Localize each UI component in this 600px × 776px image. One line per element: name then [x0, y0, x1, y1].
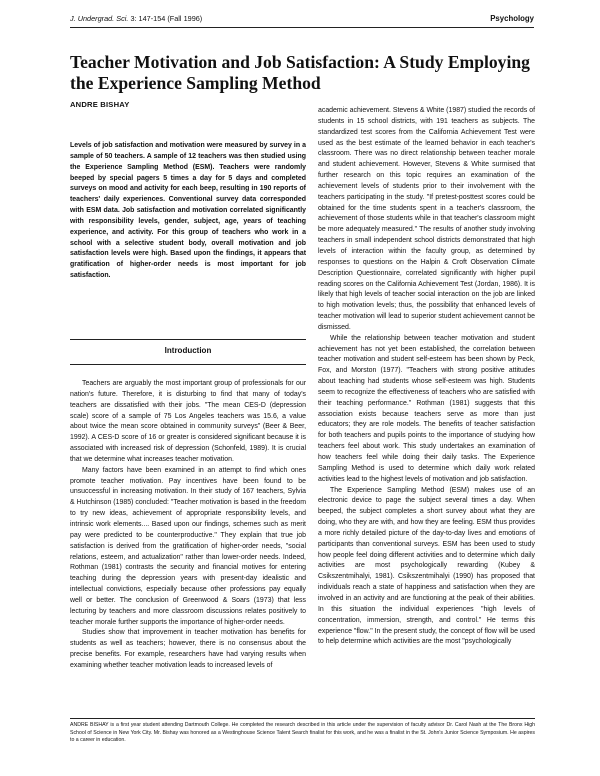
section-label: Psychology: [490, 14, 534, 23]
paragraph: Many factors have been examined in an attempt to find which ones promote teacher motivation. Pay incentives have been found to be unsuccessful in increasing motivation. In their study of 167 teachers, Sylvia & Hutchinson (1985) concluded: "Teacher motivation is based in the freedom to try new ideas, achievement of appropriate responsibility levels, and intrinsic work elements.... Based upon our findings, schemes such as merit pay were predicted to be counterproductive." They explain that true job satisfaction is derived from the gratification of higher-order needs, "social relations, esteem, and actualization" rather than lower-order needs. Indeed, Rothman (1981) contrasts the security and financial motives for entering teaching during the depression years with present-day idealistic and intellectual convictions, especially because other professions pay equally well or better. The conclusion of Greenwood & Soars (1973) that less lecturing by teachers and more classroom discussions relates positively to teacher morale further supports the importance of higher-order needs.: [70, 466, 306, 626]
paragraph: Studies show that improvement in teacher motivation has benefits for students as well as teachers; however, there is no consensus about the precise benefits. For example, researchers have had varying results when examining whether teacher motivation leads to increased levels of: [70, 629, 306, 669]
intro-rule-top: [70, 339, 306, 340]
running-header: [70, 13, 534, 25]
section-heading: Introduction: [164, 346, 212, 355]
paragraph: academic achievement. Stevens & White (1987) studied the records of students in 15 school districts, with 191 teachers as subjects. The standardized test scores from the California Achievement Test were used as the best estimate of the learned behavior in each teacher's classroom. There was no direct relationship between teacher morale and student achievement. However, Stevens & White surmised that further research on this topic requires an examination of the achievement levels of students prior to their involvement with the teachers participating in the study. "If pretest-posttest scores could be obtained for the time students spent in a teacher's classroom, the achievement of those students while in that teacher's classroom might be more adequately measured." The results of another study involving teachers in small independent school districts demonstrated that high levels of interaction within the faculty group, as determined by responses to questions on the Halpin & Croft Observation Climate Description Questionnaire, correlated significantly with higher pupil reading scores on the California Achievement Test (Jordan, 1986). It is likely that high levels of teacher social interaction on the job are linked to high motivation levels; thus, the possibility that enhanced levels of teacher motivation will lead to superior student achievement cannot be dismissed.: [318, 107, 535, 331]
intro-rule-bottom: [70, 364, 306, 365]
article-title: Teacher Motivation and Job Satisfaction: A Study Employing the Experience Sampling Method: [70, 52, 530, 93]
paragraph: While the relationship between teacher motivation and student achievement has not yet been established, the correlation between teacher motivation and student self-esteem has been shown by Peck, Fox, and Morston (1977). "Teachers with strong positive attitudes about teaching had students whose self-esteem was high. Students seem to recognize the effectiveness of teachers who are satisfied with their teaching performance." Rothman (1981) suggests that this association exists because teachers serve as more than just educators; they are role models. The benefits of teacher satisfaction for both teachers and pupils points to the importance of studying how teachers feel about work. This study undertakes an examination of how teachers feel while doing their daily tasks. The Experience Sampling Method is used to determine which daily work related activities lead to the highest levels of motivation and job satisfaction.: [318, 334, 535, 483]
author-name: ANDRE BISHAY: [70, 100, 130, 109]
journal-citation: [70, 13, 202, 25]
header-rule: [70, 27, 534, 28]
journal-name: J. Undergrad. Sci.: [70, 14, 129, 23]
paragraph: The Experience Sampling Method (ESM) makes use of an electronic device to page the subject several times a day. When beeped, the subject completes a short survey about what they are doing, who they are with, and how they are feeling. ESM thus provides a more richly detailed picture of the day-to-day lives and emotions of participants than conventional surveys. ESM has been used to study how people feel doing different activities and to determine which daily activities are most psychologically rewarding (Kubey & Csikszentmihalyi, 1981). Csikszentmihalyi (1990) has proposed that individuals reach a state of happiness and satisfaction when they are involved in an activity and are functioning at the peak of their abilities. In this situation the individual experiences "high levels of concentration, immersion, strength, and control." He terms this experience "flow." In the present study, the concept of flow will be used to help determine which activities are the most "psychologically: [318, 486, 535, 646]
footnote-rule: [70, 718, 535, 719]
author-footnote: ANDRE BISHAY is a first year student attending Dartmouth College. He completed the research described in this article under the supervision of faculty advisor Dr. Carol Nash at the The Bronx High School of Science in New York City. Mr. Bishay was honored as a Westinghouse Science Talent Search finalist for this work, and he was a finalist in the St. John's Junior Science Symposium. He aspires to a career in education.: [70, 722, 535, 744]
right-column-body: [318, 106, 535, 648]
paragraph: Teachers are arguably the most important group of professionals for our nation's future. Therefore, it is disturbing to find that many of today's teachers are dissatisfied with their jobs. "The mean CES-D (depression scale) score of a sample of 75 Los Angeles teachers was 15.6, a value about twice the mean score obtained in community surveys" (Beer & Beer, 1992). A CES-D score of 16 or greater is considered significant because it is associated with increased risk of depression (Schonfeld, 1989). It is crucial that we determine what increases teacher motivation.: [70, 380, 306, 463]
left-column-body: [70, 379, 306, 672]
volume-info: 3: 147-154 (Fall 1996): [130, 14, 203, 23]
abstract: Levels of job satisfaction and motivation were measured by survey in a sample of 50 teachers. A sample of 12 teachers was then studied using the Experience Sampling Method (ESM). Teachers were randomly beeped by special pagers 5 times a day for 5 days and completed surveys on mood and activity for each beep, resulting in 190 reports of teachers' daily experiences. Conventional survey data corresponded with ESM data. Job satisfaction and motivation correlated significantly with responsibility levels, gender, subject, age, years of teaching experience, and activity. For this group of teachers who work in a school with a selective student body, overall motivation and job satisfaction levels were high. Based upon the findings, it appears that gratification of higher-order needs is most important for job satisfaction.: [70, 142, 306, 280]
